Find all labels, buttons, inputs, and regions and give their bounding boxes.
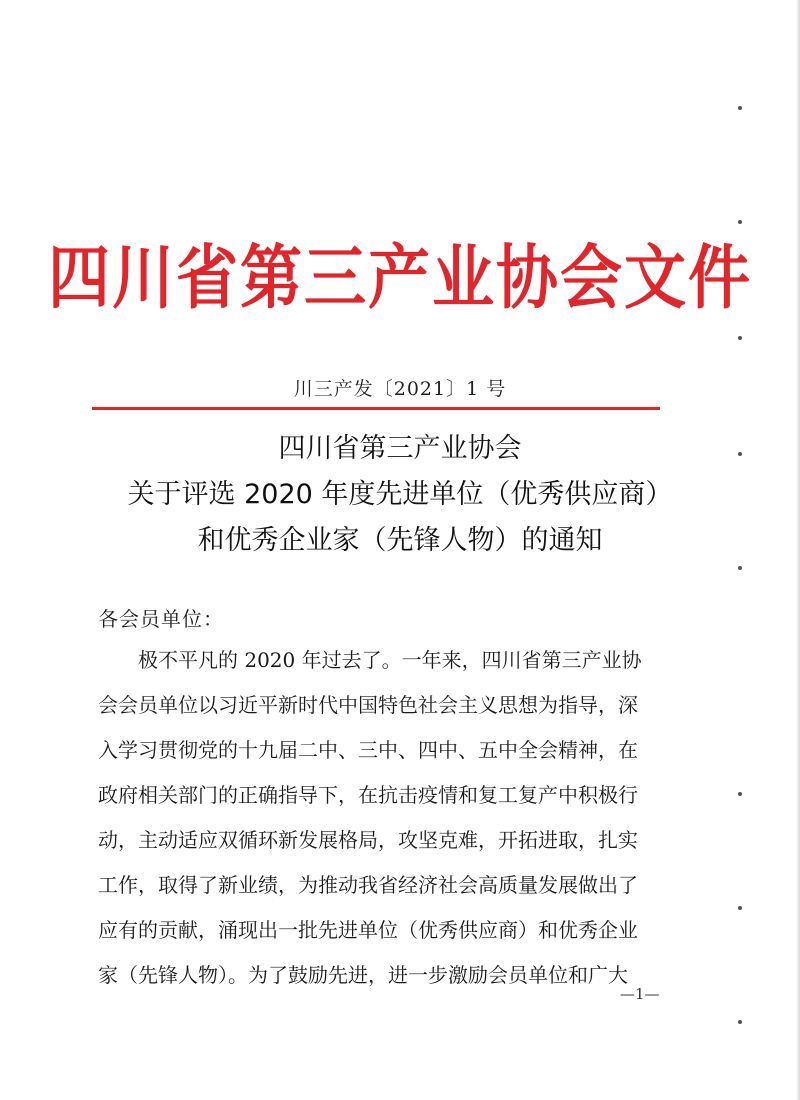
body-paragraph xyxy=(98,638,660,998)
body-line: 政府相关部门的正确指导下，在抗击疫情和复工复产中积极行 xyxy=(98,783,638,807)
document-number: 川三产发〔2021〕1 号 xyxy=(293,378,507,400)
binding-hole-mark xyxy=(738,336,742,340)
binding-hole-mark xyxy=(738,566,742,570)
notice-title-line-2: 关于评选 2020 年度先进单位（优秀供应商） xyxy=(127,479,673,510)
salutation: 各会员单位： xyxy=(98,607,224,631)
body-line: 应有的贡献，涌现出一批先进单位（优秀供应商）和优秀企业 xyxy=(98,918,638,942)
body-line: 极不平凡的 2020 年过去了。一年来，四川省第三产业协 xyxy=(98,648,642,672)
binding-hole-mark xyxy=(738,906,742,910)
red-header-title: 四川省第三产业协会文件 xyxy=(47,236,752,319)
red-divider-line xyxy=(92,407,660,410)
notice-title-line-3: 和优秀企业家（先锋人物）的通知 xyxy=(197,525,603,556)
body-line: 会会员单位以习近平新时代中国特色社会主义思想为指导，深 xyxy=(98,693,638,717)
page-number: —1— xyxy=(620,985,660,1003)
binding-hole-mark xyxy=(738,792,742,796)
binding-hole-mark xyxy=(738,106,742,110)
body-line: 家（先锋人物）。为了鼓励先进，进一步激励会员单位和广大 xyxy=(98,963,628,987)
body-line: 动，主动适应双循环新发展格局，攻坚克难，开拓进取，扎实 xyxy=(98,828,638,852)
notice-title-line-1: 四川省第三产业协会 xyxy=(278,433,522,464)
binding-hole-mark xyxy=(738,1020,742,1024)
body-line: 工作，取得了新业绩，为推动我省经济社会高质量发展做出了 xyxy=(98,873,638,897)
body-line: 入学习贯彻党的十九届二中、三中、四中、五中全会精神，在 xyxy=(98,738,638,762)
